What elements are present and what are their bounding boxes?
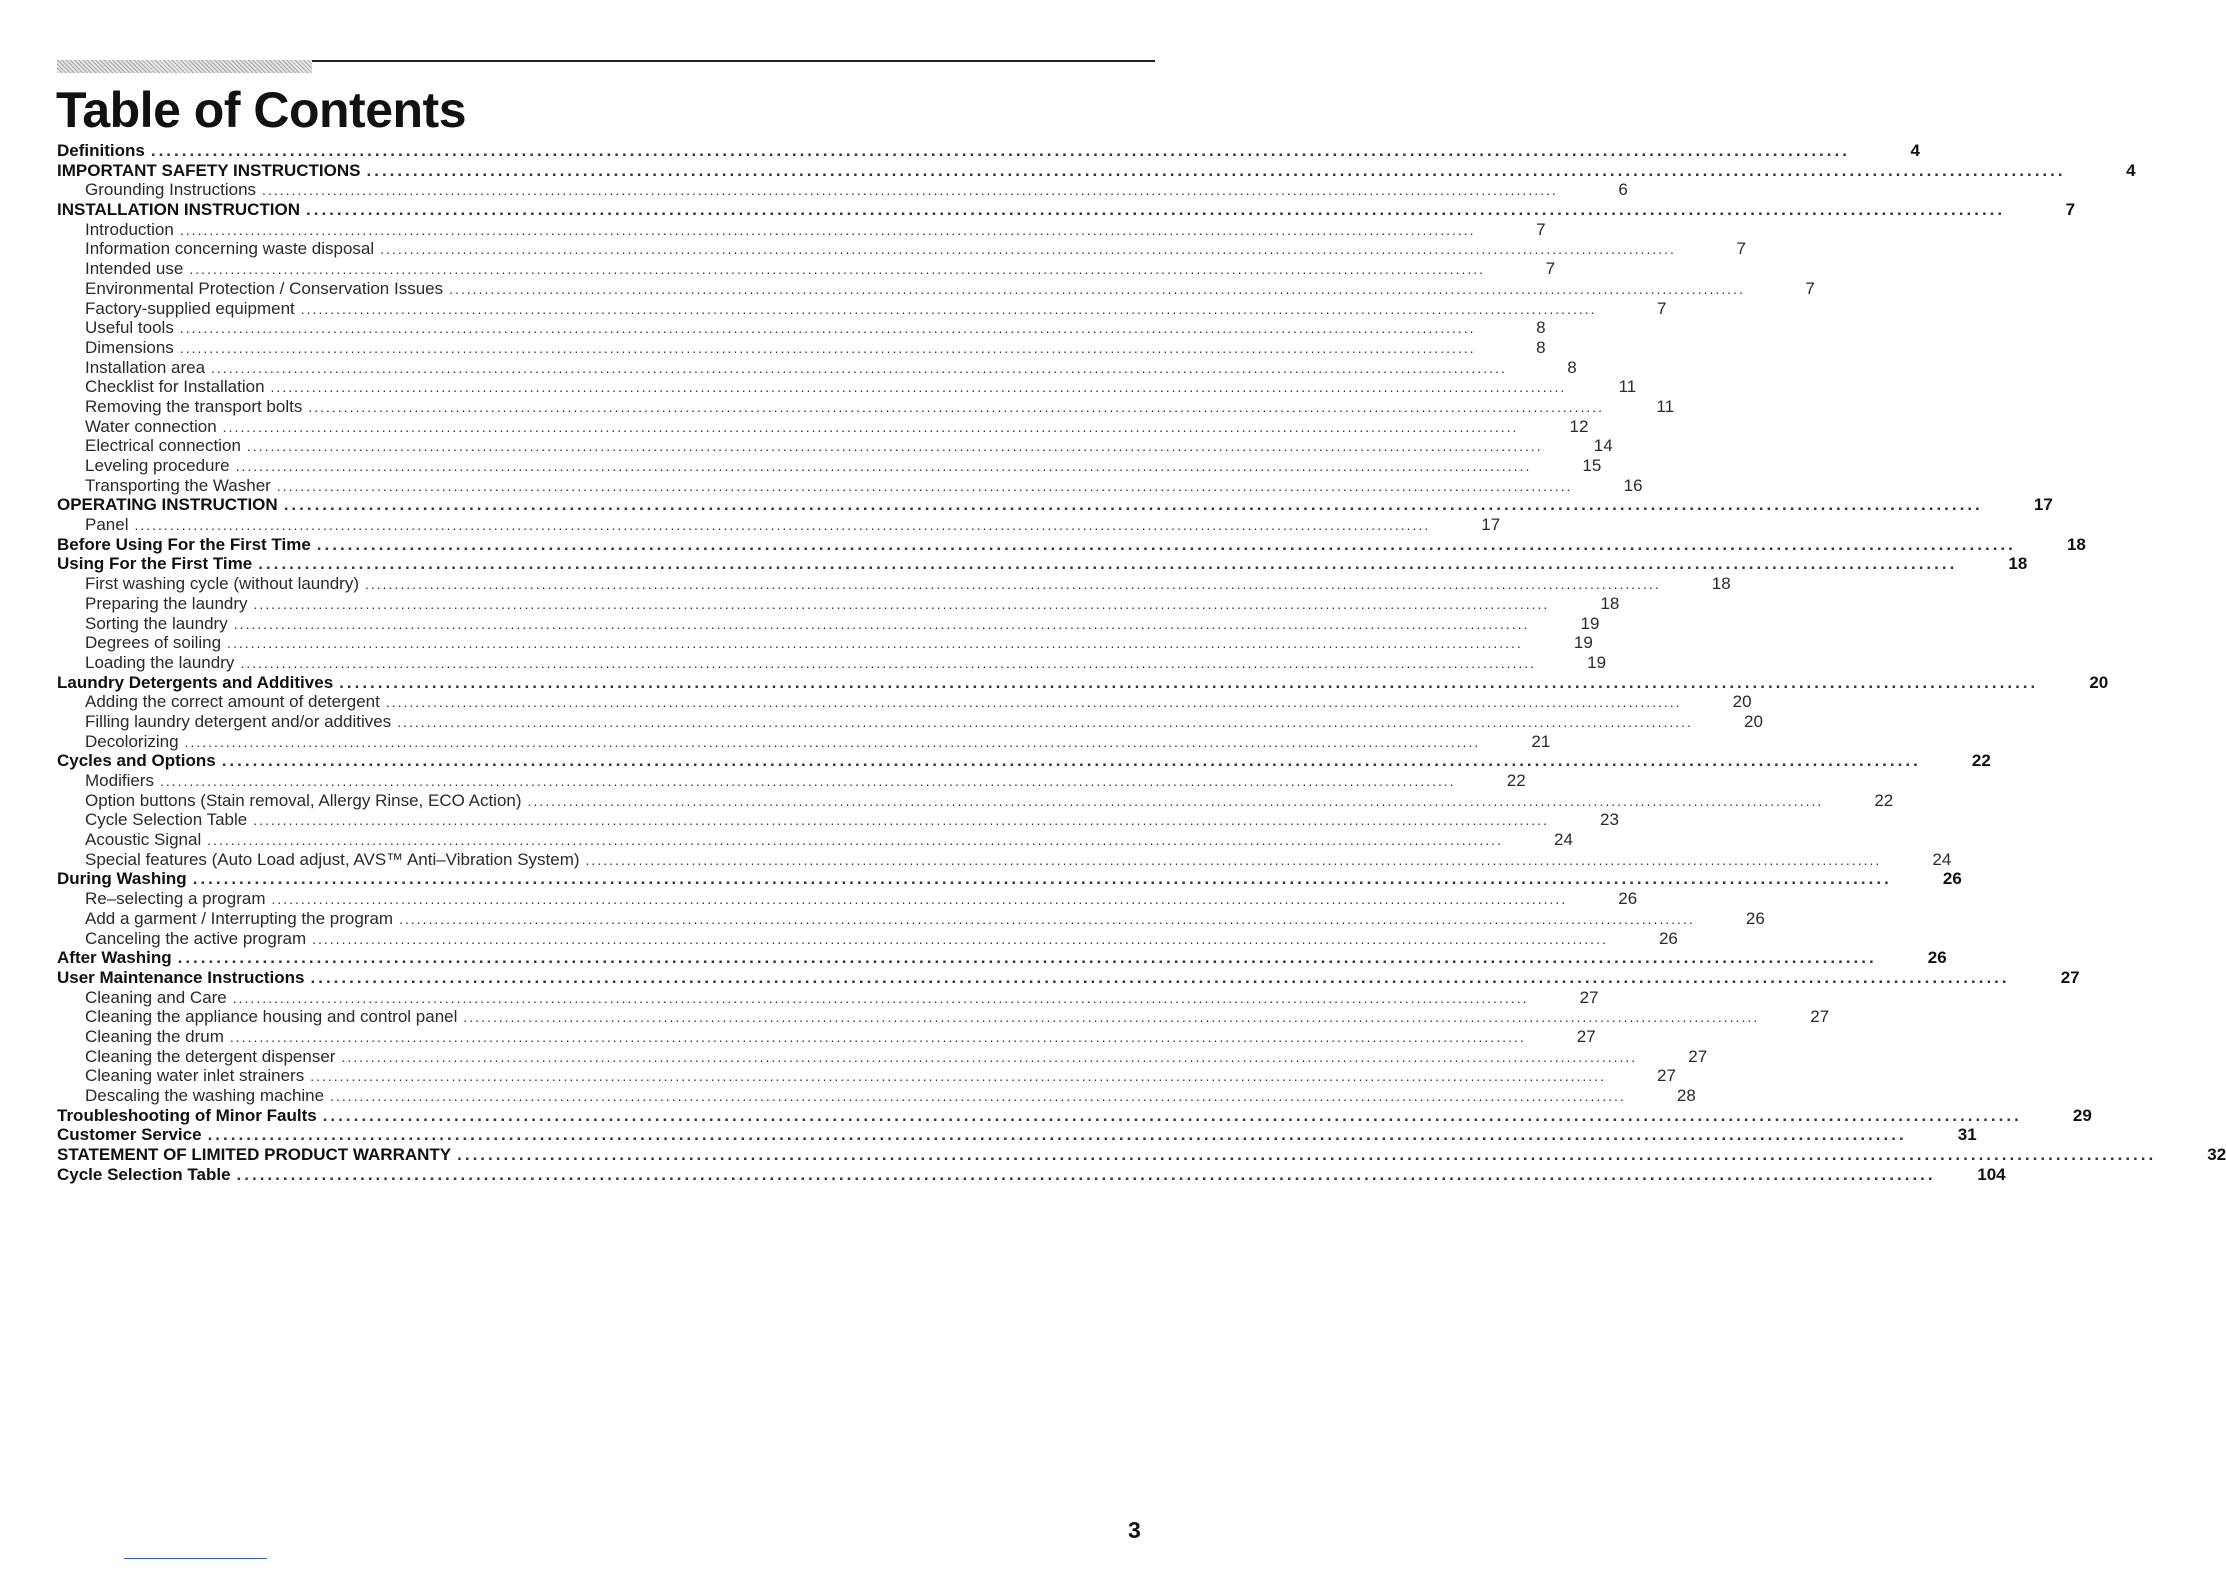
toc-entry-label: Cleaning the drum <box>85 1026 224 1046</box>
toc-subsection-entry[interactable] <box>57 416 1589 437</box>
toc-entry-label: Cleaning water inlet strainers <box>85 1066 305 1086</box>
toc-entry-label: Cycle Selection Table <box>57 1164 231 1184</box>
toc-subsection-entry[interactable] <box>57 337 1546 358</box>
toc-section-entry[interactable] <box>57 1125 1977 1145</box>
page-number: 3 <box>1128 1517 1141 1543</box>
toc-entry-label: Decolorizing <box>85 731 179 751</box>
toc-entry-label: Cleaning and Care <box>85 987 227 1007</box>
toc-leader-dots: ............................................................................................................................................................................................................................ <box>283 495 1983 515</box>
toc-entry-label: Dimensions <box>85 337 174 357</box>
toc-subsection-entry[interactable] <box>57 436 1613 456</box>
toc-entry-page: 7 <box>1805 278 1815 298</box>
toc-entry-page: 12 <box>1569 416 1589 436</box>
toc-entry-label: Before Using For the First Time <box>57 534 311 554</box>
toc-entry-label: Special features (Auto Load adjust, AVS™ Anti–Vibration System) <box>85 849 580 869</box>
toc-leader-dots: ............................................................................................................................................................................................................................ <box>330 1088 1626 1104</box>
toc-subsection-entry[interactable] <box>57 574 1731 594</box>
toc-entry-label: Troubleshooting of Minor Faults <box>57 1105 317 1125</box>
toc-subsection-entry[interactable] <box>57 593 1620 614</box>
toc-entry-page: 18 <box>2066 534 2086 554</box>
toc-leader-dots: ............................................................................................................................................................................................................................ <box>271 891 1568 908</box>
toc-subsection-entry[interactable] <box>57 1007 1830 1027</box>
bottom-link-underline <box>124 1558 267 1559</box>
toc-entry-label: Descaling the washing machine <box>85 1086 325 1105</box>
toc-leader-dots: ............................................................................................................................................................................................................................ <box>262 182 1558 199</box>
toc-leader-dots: ............................................................................................................................................................................................................................ <box>177 948 1877 968</box>
toc-leader-dots: ............................................................................................................................................................................................................................ <box>380 241 1676 258</box>
toc-entry-page: 15 <box>1582 456 1602 475</box>
toc-entry-page: 27 <box>1579 987 1599 1007</box>
toc-entry-label: During Washing <box>57 869 187 889</box>
toc-entry-label: Definitions <box>57 141 145 160</box>
toc-subsection-entry[interactable] <box>57 652 1607 673</box>
toc-entry-label: Cycles and Options <box>57 751 216 771</box>
toc-leader-dots: ............................................................................................................................................................................................................................ <box>236 1164 1936 1184</box>
toc-subsection-entry[interactable] <box>57 928 1678 949</box>
toc-entry-label: Checklist for Installation <box>85 377 265 397</box>
toc-subsection-entry[interactable] <box>57 239 1746 259</box>
toc-subsection-entry[interactable] <box>57 396 1675 417</box>
toc-subsection-entry[interactable] <box>57 711 1763 732</box>
toc-leader-dots: ............................................................................................................................................................................................................................ <box>150 141 1850 160</box>
toc-entry-page: 6 <box>1618 180 1628 200</box>
toc-entry-page: 19 <box>1573 633 1593 653</box>
toc-entry-label: Filling laundry detergent and/or additives <box>85 711 392 731</box>
toc-leader-dots: ............................................................................................................................................................................................................................ <box>339 672 2039 692</box>
toc-entry-page: 27 <box>1810 1007 1830 1027</box>
toc-entry-label: Electrical connection <box>85 436 241 456</box>
toc-leader-dots: ............................................................................................................................................................................................................................ <box>300 300 1597 317</box>
toc-section-entry[interactable] <box>57 1164 2006 1185</box>
toc-section-entry[interactable] <box>57 1105 2092 1126</box>
toc-subsection-entry[interactable] <box>57 830 1573 850</box>
toc-leader-dots: ............................................................................................................................................................................................................................ <box>306 200 2006 220</box>
toc-leader-dots: ............................................................................................................................................................................................................................ <box>184 733 1481 750</box>
toc-leader-dots: ............................................................................................................................................................................................................................ <box>457 1145 2157 1165</box>
toc-entry-page: 4 <box>1910 141 1920 160</box>
toc-leader-dots: ............................................................................................................................................................................................................................ <box>310 967 2010 987</box>
toc-subsection-entry[interactable] <box>57 456 1602 476</box>
toc-entry-label: Add a garment / Interrupting the program <box>85 908 394 928</box>
toc-entry-page: 18 <box>2008 554 2028 574</box>
toc-leader-dots: ............................................................................................................................................................................................................................ <box>207 1125 1907 1145</box>
toc-section-entry[interactable] <box>57 141 1920 161</box>
toc-subsection-entry[interactable] <box>57 1066 1676 1086</box>
toc-section-entry[interactable] <box>57 534 2086 555</box>
toc-leader-dots: ............................................................................................................................................................................................................................ <box>189 261 1486 278</box>
toc-entry-label: Loading the laundry <box>85 652 235 672</box>
toc-leader-dots: ............................................................................................................................................................................................................................ <box>308 398 1605 415</box>
toc-entry-label: Factory-supplied equipment <box>85 298 295 318</box>
toc-leader-dots: ............................................................................................................................................................................................................................ <box>399 910 1695 927</box>
toc-entry-page: 27 <box>2060 967 2080 987</box>
toc-subsection-entry[interactable] <box>57 1046 1708 1067</box>
toc-subsection-entry[interactable] <box>57 692 1752 712</box>
toc-entry-page: 4 <box>2126 160 2136 180</box>
toc-entry-label: OPERATING INSTRUCTION <box>57 495 278 515</box>
toc-entry-page: 19 <box>1580 613 1600 633</box>
toc-subsection-entry[interactable] <box>57 731 1551 752</box>
toc-entry-page: 21 <box>1531 731 1551 751</box>
toc-entry-label: After Washing <box>57 948 172 968</box>
toc-leader-dots: ............................................................................................................................................................................................................................ <box>221 751 1921 771</box>
toc-entry-page: 8 <box>1567 357 1577 377</box>
toc-entry-page: 28 <box>1676 1086 1696 1105</box>
toc-entry-page: 26 <box>1745 908 1765 928</box>
toc-subsection-entry[interactable] <box>57 357 1577 378</box>
toc-entry-page: 29 <box>2072 1105 2092 1125</box>
toc-leader-dots: ............................................................................................................................................................................................................................ <box>179 339 1476 356</box>
toc-entry-label: Removing the transport bolts <box>85 396 303 416</box>
toc-leader-dots: ............................................................................................................................................................................................................................ <box>179 221 1476 238</box>
toc-leader-dots: ............................................................................................................................................................................................................................ <box>397 713 1693 730</box>
toc-subsection-entry[interactable] <box>57 475 1643 496</box>
toc-subsection-entry[interactable] <box>57 515 1501 535</box>
toc-entry-label: Canceling the active program <box>85 928 307 948</box>
toc-subsection-entry[interactable] <box>57 633 1593 653</box>
toc-entry-page: 19 <box>1587 652 1607 672</box>
toc-entry-label: Option buttons (Stain removal, Allergy Rinse, ECO Action) <box>85 790 522 810</box>
toc-leader-dots: ............................................................................................................................................................................................................................ <box>463 1009 1760 1026</box>
toc-leader-dots: ............................................................................................................................................................................................................................ <box>246 438 1543 455</box>
toc-entry-label: Modifiers <box>85 771 154 790</box>
toc-entry-page: 104 <box>1977 1164 2006 1184</box>
toc-section-entry[interactable] <box>57 200 2076 220</box>
toc-leader-dots: ............................................................................................................................................................................................................................ <box>276 477 1573 494</box>
toc-subsection-entry[interactable] <box>57 278 1815 299</box>
toc-entry-page: 27 <box>1688 1046 1708 1066</box>
toc-entry-page: 7 <box>1657 298 1667 318</box>
toc-entry-label: STATEMENT OF LIMITED PRODUCT WARRANTY <box>57 1145 452 1165</box>
toc-entry-page: 14 <box>1593 436 1613 456</box>
toc-entry-page: 32 <box>2207 1145 2226 1165</box>
toc-entry-page: 17 <box>1481 515 1501 535</box>
toc-entry-label: Grounding Instructions <box>85 180 257 200</box>
toc-entry-page: 31 <box>1957 1125 1977 1145</box>
toc-section-entry[interactable] <box>57 495 2053 515</box>
toc-entry-page: 7 <box>1536 219 1546 239</box>
toc-subsection-entry[interactable] <box>57 908 1765 929</box>
toc-entry-page: 26 <box>1927 948 1947 968</box>
toc-entry-label: Useful tools <box>85 318 174 338</box>
toc-subsection-entry[interactable] <box>57 318 1546 338</box>
toc-entry-page: 20 <box>1732 692 1752 712</box>
toc-leader-dots: ............................................................................................................................................................................................................................ <box>270 379 1567 396</box>
toc-entry-page: 26 <box>1942 869 1962 889</box>
toc-subsection-entry[interactable] <box>57 1086 1696 1106</box>
toc-entry-page: 7 <box>1736 239 1746 259</box>
toc-entry-page: 16 <box>1623 475 1643 495</box>
toc-leader-dots: ............................................................................................................................................................................................................................ <box>253 595 1550 612</box>
toc-leader-dots: ............................................................................................................................................................................................................................ <box>341 1048 1638 1065</box>
toc-entry-label: Using For the First Time <box>57 554 253 574</box>
toc-subsection-entry[interactable] <box>57 790 1894 811</box>
toc-leader-dots: ............................................................................................................................................................................................................................ <box>227 635 1523 652</box>
toc-section-entry[interactable] <box>57 1145 2226 1165</box>
toc-entry-label: First washing cycle (without laundry) <box>85 574 359 594</box>
toc-entry-page: 18 <box>1711 574 1731 594</box>
toc-leader-dots: ............................................................................................................................................................................................................................ <box>232 989 1529 1006</box>
toc-leader-dots: ............................................................................................................................................................................................................................ <box>235 458 1532 474</box>
toc-subsection-entry[interactable] <box>57 987 1599 1008</box>
toc-entry-page: 17 <box>2033 495 2053 515</box>
toc-entry-page: 20 <box>1744 711 1763 731</box>
toc-entry-label: Leveling procedure <box>85 456 230 475</box>
toc-leader-dots: ............................................................................................................................................................................................................................ <box>585 851 1882 868</box>
toc-section-entry[interactable] <box>57 751 1991 771</box>
toc-entry-label: Laundry Detergents and Additives <box>57 672 334 692</box>
toc-subsection-entry[interactable] <box>57 180 1628 200</box>
toc-entry-label: Cleaning the appliance housing and control panel <box>85 1007 458 1027</box>
toc-subsection-entry[interactable] <box>57 377 1637 397</box>
toc-entry-label: Degrees of soiling <box>85 633 222 653</box>
toc-entry-page: 18 <box>1600 593 1620 613</box>
toc-entry-label: Sorting the laundry <box>85 613 228 633</box>
toc-section-entry[interactable] <box>57 948 1947 968</box>
toc-section-entry[interactable] <box>57 160 2136 181</box>
toc-entry-label: INSTALLATION INSTRUCTION <box>57 200 301 220</box>
toc-entry-page: 22 <box>1874 790 1894 810</box>
toc-leader-dots: ............................................................................................................................................................................................................................ <box>364 576 1661 593</box>
toc-entry-page: 22 <box>1506 771 1526 790</box>
toc-subsection-entry[interactable] <box>57 259 1556 279</box>
toc-leader-dots: ............................................................................................................................................................................................................................ <box>134 517 1431 534</box>
toc-leader-dots: ............................................................................................................................................................................................................................ <box>366 160 2066 180</box>
toc-entry-page: 20 <box>2089 672 2109 692</box>
toc-entry-label: Acoustic Signal <box>85 830 202 850</box>
toc-entry-label: Intended use <box>85 259 184 279</box>
toc-entry-label: Panel <box>85 515 129 535</box>
toc-entry-label: User Maintenance Instructions <box>57 967 305 987</box>
toc-leader-dots: ............................................................................................................................................................................................................................ <box>385 694 1682 711</box>
toc-leader-dots: ............................................................................................................................................................................................................................ <box>159 773 1456 789</box>
toc-entry-page: 24 <box>1932 849 1952 869</box>
toc-leader-dots: ............................................................................................................................................................................................................................ <box>258 554 1958 574</box>
toc-entry-page: 7 <box>2065 200 2076 220</box>
toc-leader-dots: ............................................................................................................................................................................................................................ <box>449 280 1745 297</box>
toc-entry-label: Re–selecting a program <box>85 889 266 909</box>
toc-leader-dots: ............................................................................................................................................................................................................................ <box>211 359 1507 376</box>
toc-section-entry[interactable] <box>57 967 2080 988</box>
toc-entry-page: 11 <box>1656 396 1675 416</box>
toc-entry-page: 27 <box>1576 1026 1596 1046</box>
table-of-contents <box>57 141 2226 1184</box>
toc-leader-dots: ............................................................................................................................................................................................................................ <box>229 1028 1526 1045</box>
header-hatched-bar <box>57 60 312 73</box>
toc-entry-label: Installation area <box>85 357 206 377</box>
toc-leader-dots: ............................................................................................................................................................................................................................ <box>192 869 1892 889</box>
toc-entry-page: 24 <box>1554 830 1573 850</box>
toc-section-entry[interactable] <box>57 554 2028 574</box>
toc-leader-dots: ............................................................................................................................................................................................................................ <box>253 812 1549 829</box>
toc-leader-dots: ............................................................................................................................................................................................................................ <box>316 534 2016 554</box>
toc-entry-label: Introduction <box>85 219 174 239</box>
toc-leader-dots: ............................................................................................................................................................................................................................ <box>310 1068 1606 1085</box>
toc-entry-label: Environmental Protection / Conservation Issues <box>85 278 444 298</box>
toc-entry-label: Cleaning the detergent dispenser <box>85 1046 336 1066</box>
toc-entry-page: 26 <box>1658 928 1678 948</box>
toc-entry-page: 27 <box>1657 1066 1676 1086</box>
toc-leader-dots: ............................................................................................................................................................................................................................ <box>312 930 1608 947</box>
toc-entry-page: 7 <box>1545 259 1556 279</box>
toc-leader-dots: ............................................................................................................................................................................................................................ <box>179 320 1476 337</box>
toc-entry-page: 8 <box>1536 318 1546 338</box>
toc-subsection-entry[interactable] <box>57 849 1952 870</box>
toc-subsection-entry[interactable] <box>57 810 1619 830</box>
toc-leader-dots: ............................................................................................................................................................................................................................ <box>207 832 1503 849</box>
toc-entry-page: 22 <box>1971 751 1991 771</box>
toc-entry-page: 8 <box>1536 337 1546 357</box>
toc-leader-dots: ............................................................................................................................................................................................................................ <box>240 654 1537 671</box>
toc-entry-label: Customer Service <box>57 1125 202 1145</box>
toc-entry-label: IMPORTANT SAFETY INSTRUCTIONS <box>57 160 361 180</box>
toc-leader-dots: ............................................................................................................................................................................................................................ <box>233 615 1530 632</box>
toc-section-entry[interactable] <box>57 869 1962 889</box>
toc-entry-page: 26 <box>1618 889 1638 909</box>
toc-entry-label: Transporting the Washer <box>85 475 271 495</box>
toc-leader-dots: ............................................................................................................................................................................................................................ <box>322 1105 2022 1125</box>
toc-entry-label: Preparing the laundry <box>85 593 248 613</box>
toc-entry-label: Information concerning waste disposal <box>85 239 375 259</box>
toc-subsection-entry[interactable] <box>57 219 1546 240</box>
toc-leader-dots: ............................................................................................................................................................................................................................ <box>527 792 1824 809</box>
toc-leader-dots: ............................................................................................................................................................................................................................ <box>222 418 1519 435</box>
toc-entry-page: 11 <box>1618 377 1637 397</box>
toc-subsection-entry[interactable] <box>57 889 1638 909</box>
toc-subsection-entry[interactable] <box>57 1026 1596 1047</box>
toc-entry-label: Cycle Selection Table <box>85 810 248 830</box>
toc-subsection-entry[interactable] <box>57 298 1667 319</box>
page-title: Table of Contents <box>56 82 467 138</box>
toc-subsection-entry[interactable] <box>57 613 1600 634</box>
toc-entry-label: Water connection <box>85 416 217 436</box>
toc-section-entry[interactable] <box>57 672 2109 693</box>
toc-entry-label: Adding the correct amount of detergent <box>85 692 380 712</box>
toc-entry-page: 23 <box>1600 810 1619 830</box>
toc-subsection-entry[interactable] <box>57 771 1526 791</box>
